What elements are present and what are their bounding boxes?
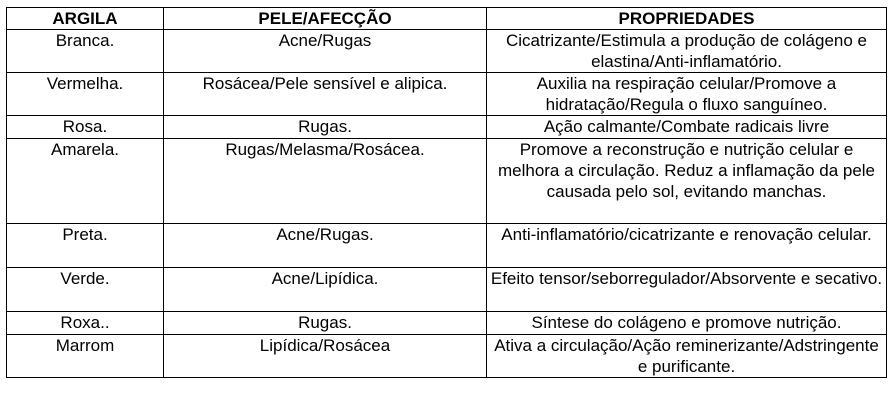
- table-row: [7, 73, 887, 116]
- cell-propriedades: Efeito tensor/seborregulador/Absorvente e secativo.: [487, 268, 887, 312]
- cell-argila: Branca.: [7, 30, 164, 73]
- cell-argila: Preta.: [7, 224, 164, 268]
- cell-pele: Rosácea/Pele sensível e alipica.: [164, 73, 487, 116]
- table-row: [7, 224, 887, 268]
- cell-pele: Rugas/Melasma/Rosácea.: [164, 139, 487, 224]
- cell-propriedades: Anti-inflamatório/cicatrizante e renovação celular.: [487, 224, 887, 268]
- cell-propriedades: Auxilia na respiração celular/Promove a hidratação/Regula o fluxo sanguíneo.: [487, 73, 887, 116]
- cell-pele: Rugas.: [164, 116, 487, 139]
- cell-argila: Marrom: [7, 335, 164, 378]
- table-row: [7, 268, 887, 312]
- cell-pele: Rugas.: [164, 312, 487, 335]
- cell-propriedades: Promove a reconstrução e nutrição celular e melhora a circulação. Reduz a inflamação da pele causada pelo sol, evitando manchas.: [487, 139, 887, 224]
- header-pele-afeccao: PELE/AFECÇÃO: [164, 8, 487, 30]
- table-row: [7, 116, 887, 139]
- cell-argila: Roxa..: [7, 312, 164, 335]
- cell-pele: Acne/Lipídica.: [164, 268, 487, 312]
- cell-argila: Amarela.: [7, 139, 164, 224]
- table-header-row: [7, 8, 887, 30]
- cell-argila: Rosa.: [7, 116, 164, 139]
- header-propriedades: PROPRIEDADES: [487, 8, 887, 30]
- cell-pele: Lipídica/Rosácea: [164, 335, 487, 378]
- table-row: [7, 312, 887, 335]
- cell-propriedades: Ação calmante/Combate radicais livre: [487, 116, 887, 139]
- table-row: [7, 139, 887, 224]
- header-argila: ARGILA: [7, 8, 164, 30]
- cell-propriedades: Síntese do colágeno e promove nutrição.: [487, 312, 887, 335]
- table-row: [7, 30, 887, 73]
- cell-propriedades: Ativa a circulação/Ação reminerizante/Adstringente e purificante.: [487, 335, 887, 378]
- cell-pele: Acne/Rugas: [164, 30, 487, 73]
- cell-pele: Acne/Rugas.: [164, 224, 487, 268]
- clay-properties-table: [6, 7, 887, 378]
- cell-argila: Verde.: [7, 268, 164, 312]
- cell-propriedades: Cicatrizante/Estimula a produção de colágeno e elastina/Anti-inflamatório.: [487, 30, 887, 73]
- cell-argila: Vermelha.: [7, 73, 164, 116]
- table-row: [7, 335, 887, 378]
